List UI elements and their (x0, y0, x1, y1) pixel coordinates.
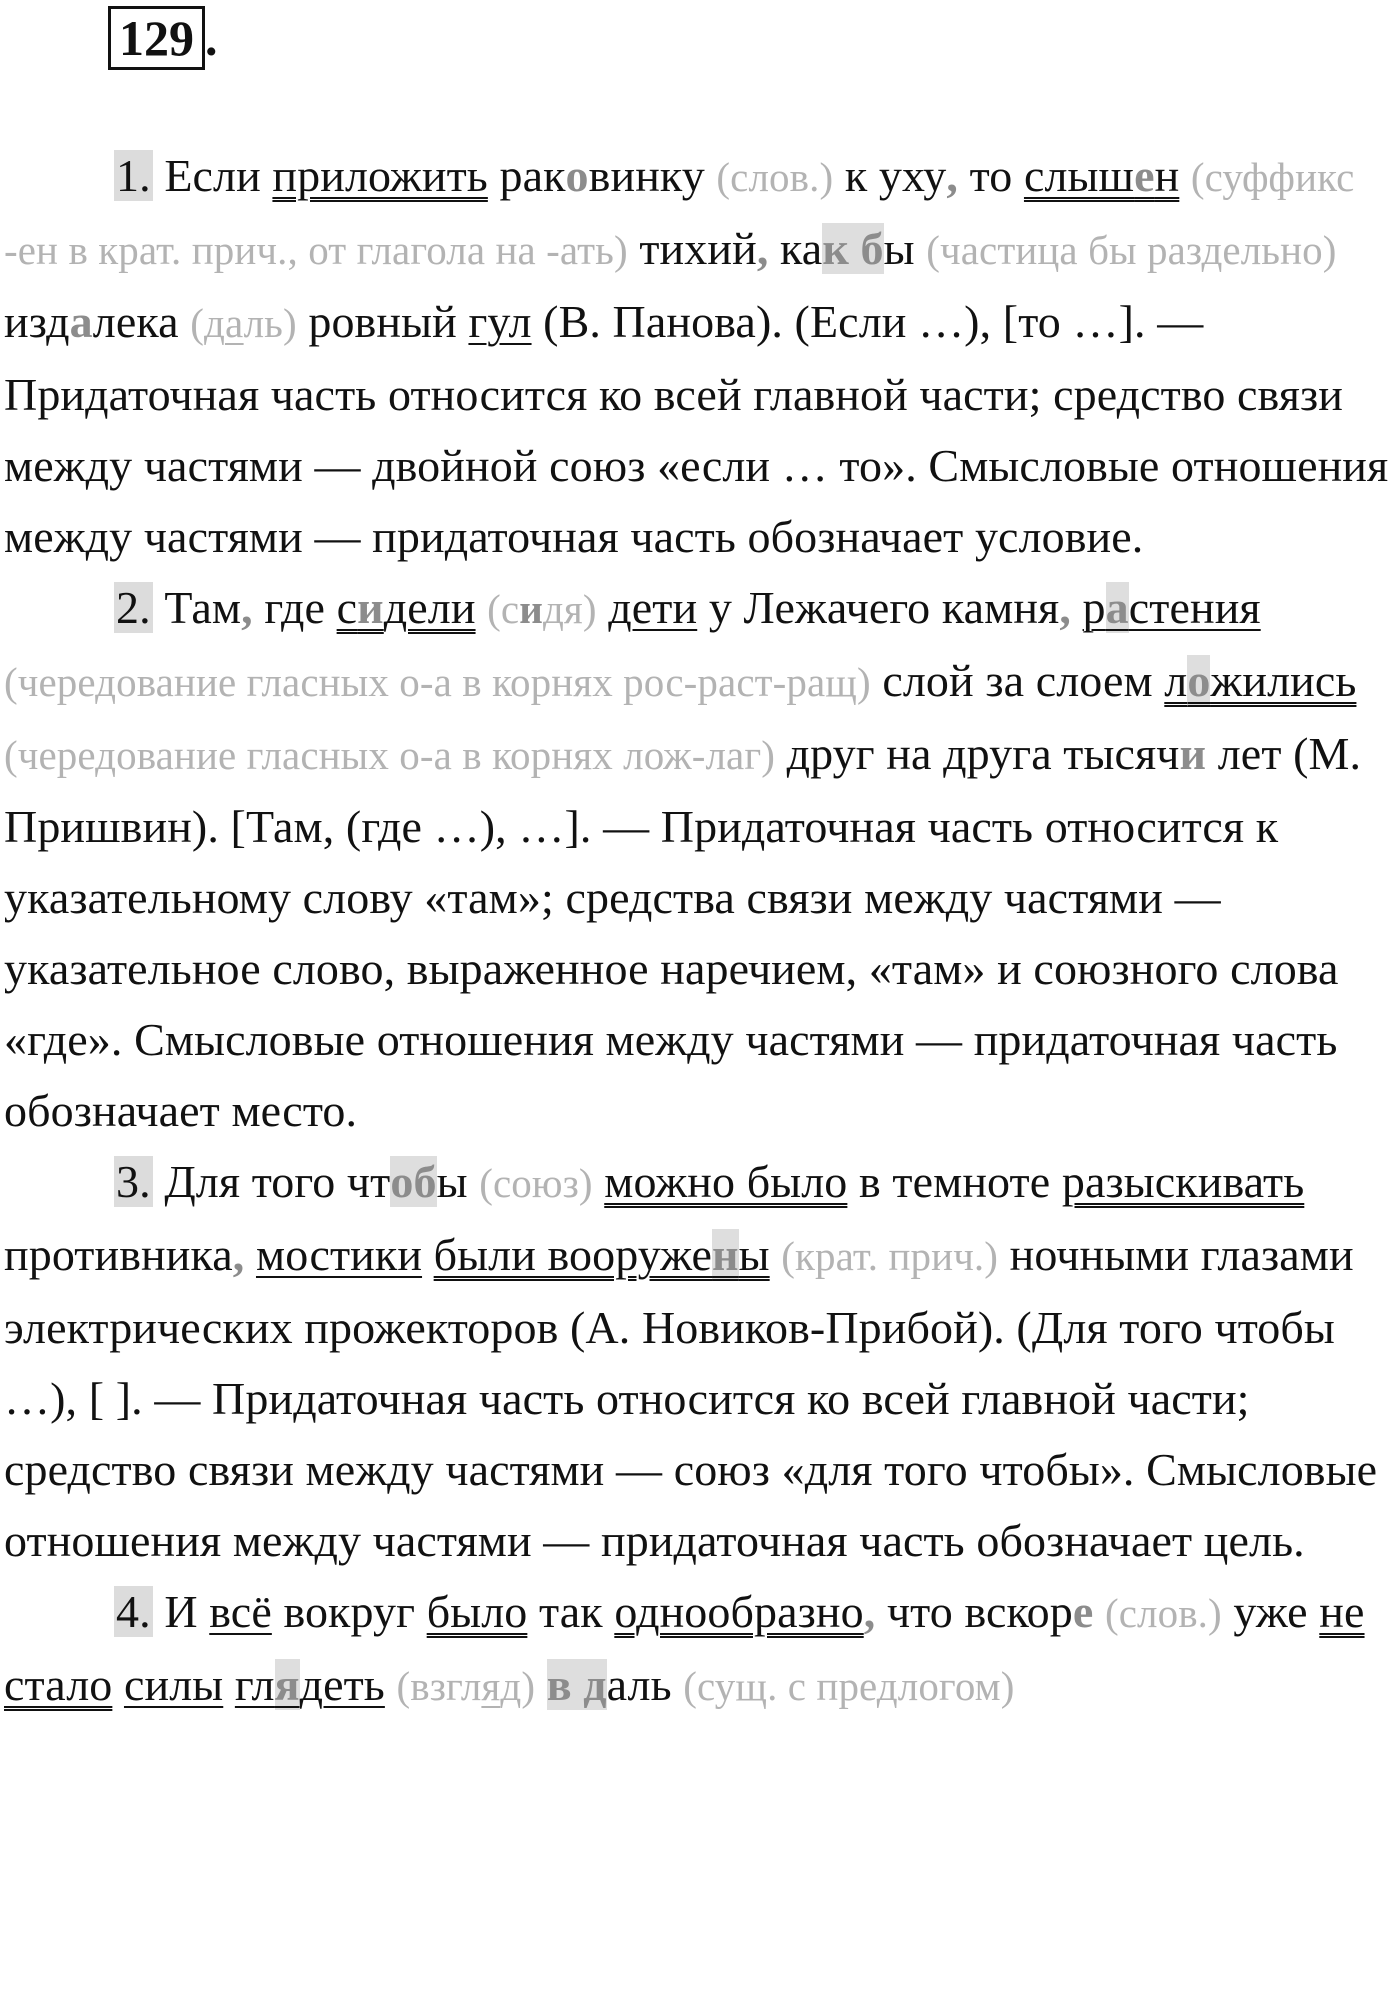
text: тихий (639, 223, 757, 274)
text: Если (164, 150, 261, 201)
text: ровный (308, 296, 457, 347)
text: ы (436, 1156, 468, 1207)
comma-highlight: , (241, 582, 253, 633)
comma-highlight: , (232, 1229, 245, 1280)
word-part: р (1082, 582, 1106, 633)
note: (частица бы раздельно) (926, 227, 1337, 273)
highlight-letter: е (1134, 150, 1155, 201)
text: вокруг (283, 1586, 416, 1637)
text: Для того чт (164, 1156, 391, 1207)
subject-word: всё (209, 1586, 272, 1637)
subject-word: дети (608, 582, 698, 633)
word-part: н (1154, 150, 1180, 201)
subject-word: гул (468, 296, 532, 347)
predicate-word: однообразно (614, 1586, 864, 1637)
text: у Лежачего камня (708, 582, 1060, 633)
word-part: изд (4, 296, 70, 347)
text: друг на друга тысяч (786, 728, 1180, 779)
note: (союз) (479, 1160, 593, 1206)
word-part: деть (299, 1659, 385, 1710)
note-part: (д (190, 300, 225, 346)
highlight-letter: и (1179, 728, 1207, 779)
predicate-word: разыскивать (1061, 1156, 1305, 1207)
note: (чередование гласных о-а в корнях рос-раст-ращ) (4, 659, 871, 705)
exercise-text (4, 140, 1396, 1722)
word-part: ы (738, 1229, 770, 1280)
note-highlight: я (481, 1663, 501, 1709)
predicate-word (1164, 655, 1356, 706)
text: аль (606, 1659, 672, 1710)
comma-highlight: , (756, 223, 769, 274)
text: ночными глазами электрических прожекторов (А. Новиков-Прибой). (Для того чтобы …), [ ]. — Придаточная часть относится ко всей главной части; средство связи между частями — союз «для того чтобы». Смысловые отношения между частями — придаточная часть обозначает цель. (4, 1229, 1378, 1566)
task-number: 129 . (108, 6, 218, 70)
text: где (264, 582, 326, 633)
predicate-word: приложить (272, 150, 488, 201)
subject-word (235, 1659, 385, 1710)
task-number-box: 129 (108, 6, 205, 70)
word-part: с (336, 582, 358, 633)
text: ка (780, 223, 823, 274)
comma-highlight: , (946, 150, 959, 201)
predicate-word: было (426, 1586, 528, 1637)
text: ы (883, 223, 915, 274)
subject-word: силы (123, 1659, 224, 1710)
note-part: ль) (243, 300, 297, 346)
item-number-1: 1. (116, 150, 151, 201)
text: то (969, 150, 1013, 201)
highlight-letters: об (390, 1156, 437, 1207)
predicate-word (337, 582, 476, 633)
text: уже (1233, 1586, 1308, 1637)
paragraph-3 (4, 1146, 1396, 1576)
subject-word (1083, 582, 1261, 633)
word-part: л (1164, 655, 1188, 706)
note-highlight: и (519, 586, 543, 632)
word-part: винку (588, 150, 705, 201)
text: (В. Панова). (Если …), [то …]. — Придаточная часть относится ко всей главной части; средство связи между частями — двойной союз «если … то». Смысловые отношения между частями — придаточная часть обозначает условие. (4, 296, 1389, 562)
word-part: дели (383, 582, 476, 633)
comma-highlight: , (1059, 582, 1071, 633)
note: (сущ. с предлогом) (683, 1663, 1015, 1709)
note: (крат. прич.) (781, 1233, 999, 1279)
paragraph-1 (4, 140, 1396, 572)
highlight-letter: я (274, 1659, 300, 1710)
text: так (538, 1586, 603, 1637)
text: что вскор (886, 1586, 1073, 1637)
text: слой за слоем (882, 655, 1153, 706)
note: (слов.) (1105, 1590, 1222, 1636)
word-part: были вооруже (433, 1229, 713, 1280)
word-part: лека (92, 296, 179, 347)
highlight-letter: е (1072, 1586, 1094, 1637)
highlight-letter: о (565, 150, 589, 201)
highlight-letter: и (357, 582, 384, 633)
highlight-letters: к б (822, 223, 884, 274)
predicate-word (1024, 150, 1179, 201)
text: лет (М. Пришвин). [Там, (где …), …]. — Придаточная часть относится к указательному слову «там»; средства связи между частями — указательное слово, выраженное наречием, «там» и союзного слова «где». Смысловые отношения между частями — придаточная часть обозначает место. (4, 728, 1362, 1136)
predicate-word: можно было (604, 1156, 848, 1207)
word-part: рак (499, 150, 566, 201)
predicate-word (434, 1229, 770, 1280)
subject-word: мостики (255, 1229, 423, 1280)
text: в темноте (858, 1156, 1051, 1207)
highlight-letter: н (712, 1229, 739, 1280)
paragraph-4 (4, 1576, 1396, 1722)
comma-highlight: , (863, 1586, 876, 1637)
note-part: дя) (542, 586, 597, 632)
text: противника (4, 1229, 233, 1280)
highlight-letter: а (1105, 582, 1129, 633)
note (190, 300, 297, 346)
note-part: (с (487, 586, 520, 632)
word-part: жились (1210, 655, 1357, 706)
word-part: стения (1128, 582, 1261, 633)
note-part: д) (500, 1663, 536, 1709)
text: к уху (844, 150, 947, 201)
note: (суффикс -ен в крат. прич., от глагола на -ать) (4, 154, 1355, 273)
highlight-letter: а (69, 296, 93, 347)
highlight-letters: в д (546, 1659, 607, 1710)
word-part: гл (234, 1659, 275, 1710)
note: (чередование гласных о-а в корнях лож-лаг) (4, 732, 776, 778)
note: (слов.) (716, 154, 834, 200)
note (487, 586, 596, 632)
item-number-2: 2. (116, 582, 151, 633)
note-highlight: а (224, 300, 244, 346)
highlight-letter: о (1187, 655, 1211, 706)
item-number-3: 3. (116, 1156, 151, 1207)
word-part: слыш (1023, 150, 1135, 201)
note-part: (взгл (396, 1663, 482, 1709)
item-number-4: 4. (116, 1586, 151, 1637)
predicate-word: не стало (4, 1586, 1365, 1710)
paragraph-2 (4, 572, 1396, 1146)
text: Там (164, 582, 242, 633)
note (396, 1663, 535, 1709)
text: И (164, 1586, 198, 1637)
